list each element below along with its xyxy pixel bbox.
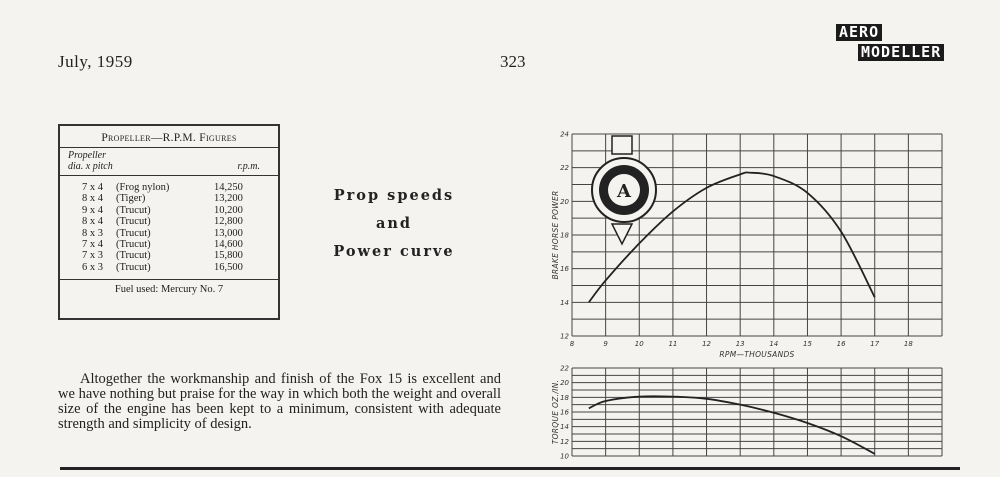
- cell-rpm: 12,800: [214, 216, 243, 228]
- bhp-y-tick-label: 24: [560, 130, 569, 139]
- fuel-note: Fuel used: Mercury No. 7: [60, 279, 278, 295]
- bhp-y-tick-label: 20: [560, 197, 569, 206]
- bhp-x-axis-label: RPM—THOUSANDS: [719, 350, 795, 359]
- bhp-y-tick-label: 16: [560, 265, 569, 274]
- bhp-x-tick-label: 16: [836, 340, 846, 348]
- cell-rpm: 14,600: [214, 238, 243, 250]
- cell-rpm: 10,200: [214, 204, 243, 216]
- bhp-y-tick-label: 22: [560, 164, 569, 173]
- column-header-propeller-line2: dia. x pitch: [68, 161, 113, 172]
- cell-propeller: (Trucut): [116, 204, 151, 216]
- bhp-x-tick-label: 17: [870, 340, 880, 348]
- bhp-x-tick-label: 8: [569, 340, 575, 348]
- cell-propeller: (Trucut): [116, 216, 151, 228]
- heading-line-2: and: [375, 215, 413, 232]
- torque-y-axis-label: TORQUE OZ./IN.: [551, 379, 560, 445]
- cell-propeller: (Tiger): [116, 193, 146, 205]
- torque-y-tick-label: 22: [560, 364, 569, 373]
- bhp-x-tick-label: 12: [702, 340, 712, 348]
- cell-rpm: 13,200: [214, 193, 243, 205]
- logo-line-1: AERO: [836, 24, 882, 41]
- page-date: July, 1959: [58, 52, 133, 71]
- bhp-x-tick-label: 9: [603, 340, 608, 348]
- bhp-y-axis-label: BRAKE HORSE POWER: [551, 190, 560, 280]
- torque-y-tick-label: 10: [560, 452, 569, 461]
- heading-line-3: Power curve: [333, 243, 455, 260]
- page-number: 323: [500, 52, 526, 71]
- cell-rpm: 13,000: [214, 227, 243, 239]
- table-title: Propeller—R.P.M. Figures: [60, 132, 278, 148]
- bhp-x-tick-label: 15: [802, 340, 812, 348]
- bhp-x-tick-label: 13: [735, 340, 745, 348]
- bhp-x-tick-label: 10: [634, 340, 644, 348]
- column-header-rpm: r.p.m.: [237, 161, 260, 172]
- svg-text:A: A: [617, 181, 631, 202]
- bhp-y-tick-label: 18: [560, 231, 569, 240]
- bhp-y-tick-label: 14: [560, 298, 569, 307]
- cell-size: 9 x 4: [82, 204, 103, 216]
- cell-size: 7 x 4: [82, 238, 103, 250]
- cell-size: 8 x 4: [82, 216, 103, 228]
- torque-y-tick-label: 14: [560, 423, 569, 432]
- body-paragraph: Altogether the workmanship and finish of the Fox 15 is excellent and we have nothing but praise for the way in which both the weight and overall size of the engine has been kept to a minimum, consistent with adequate strength and simplicity of design.: [58, 371, 501, 432]
- cell-propeller: (Trucut): [116, 238, 151, 250]
- torque-y-tick-label: 16: [560, 408, 569, 417]
- cell-size: 8 x 3: [82, 227, 103, 239]
- bhp-y-tick-label: 12: [560, 332, 569, 341]
- cell-rpm: 16,500: [214, 261, 243, 273]
- cell-rpm: 14,250: [214, 182, 243, 193]
- logo-line-2: MODELLER: [858, 44, 944, 61]
- bhp-x-tick-label: 18: [903, 340, 913, 348]
- cell-propeller: (Trucut): [116, 261, 151, 273]
- torque-y-tick-label: 12: [560, 437, 569, 446]
- torque-y-tick-label: 20: [560, 379, 569, 388]
- cell-propeller: (Trucut): [116, 250, 151, 262]
- cell-size: 7 x 4: [82, 182, 103, 193]
- cell-propeller: (Trucut): [116, 227, 151, 239]
- heading-line-1: Prop speeds: [333, 187, 455, 204]
- cell-size: 8 x 4: [82, 193, 103, 205]
- bhp-x-tick-label: 14: [769, 340, 779, 348]
- cell-size: 7 x 3: [82, 250, 103, 262]
- bhp-x-tick-label: 11: [668, 340, 678, 348]
- cell-rpm: 15,800: [214, 250, 243, 262]
- aa-badge-emblem: [592, 136, 656, 244]
- column-header-propeller-line1: Propeller: [68, 150, 106, 161]
- cell-size: 6 x 3: [82, 261, 103, 273]
- torque-y-tick-label: 18: [560, 393, 569, 402]
- cell-propeller: (Frog nylon): [116, 182, 170, 193]
